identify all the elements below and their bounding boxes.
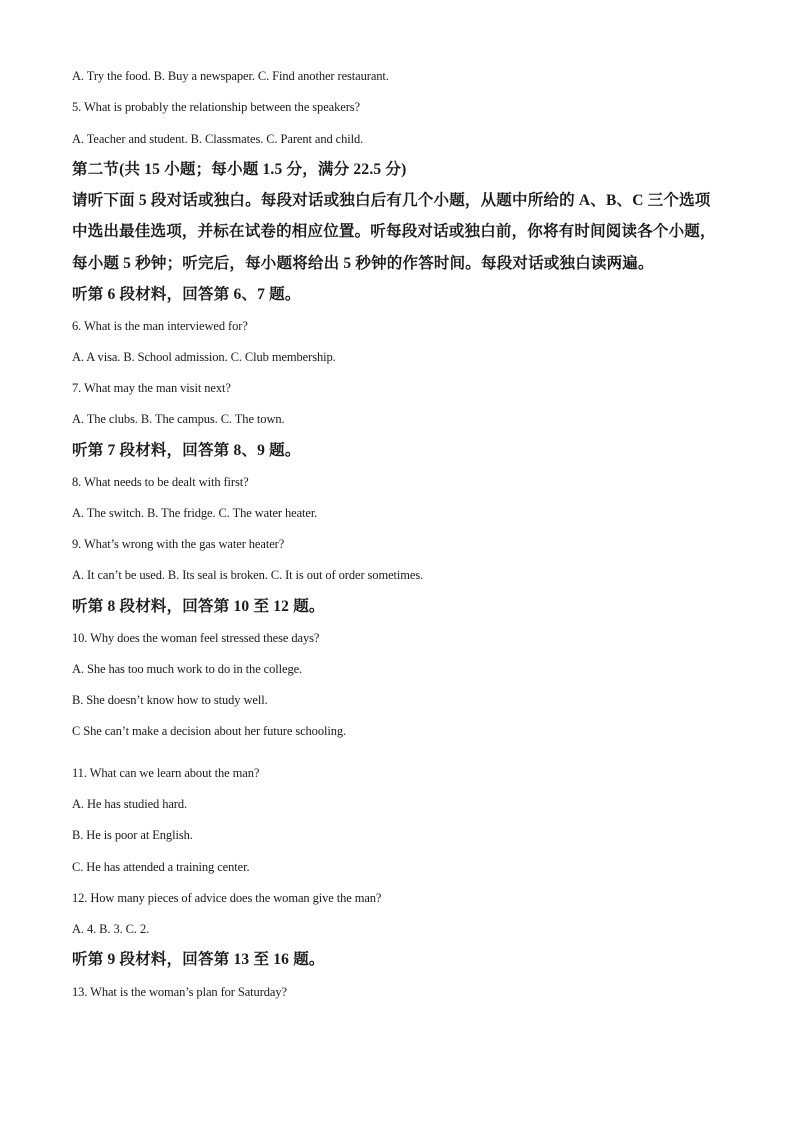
material-8-heading: 听第 8 段材料，回答第 10 至 12 题。 [72,598,325,615]
q8-options: A. The switch. B. The fridge. C. The water heater. [72,506,318,520]
q6-question: 6. What is the man interviewed for? [72,319,248,333]
q6-options: A. A visa. B. School admission. C. Club membership. [72,350,336,364]
q10-option-b: B. She doesn’t know how to study well. [72,693,268,707]
material-9-heading: 听第 9 段材料，回答第 13 至 16 题。 [72,951,325,968]
q7-options: A. The clubs. B. The campus. C. The town. [72,412,285,426]
q7-question: 7. What may the man visit next? [72,381,231,395]
q10-question: 10. Why does the woman feel stressed these days? [72,631,320,645]
material-6-heading: 听第 6 段材料，回答第 6、7 题。 [72,286,301,303]
q5-options: A. Teacher and student. B. Classmates. C. Parent and child. [72,132,364,146]
instructions-line-2: 中选出最佳选项，并标在试卷的相应位置。听每段对话或独白前，你将有时间阅读各个小题， [72,223,716,240]
q11-question: 11. What can we learn about the man? [72,766,260,780]
instructions-line-3: 每小题 5 秒钟；听完后，每小题将给出 5 秒钟的作答时间。每段对话或独白读两遍。 [72,255,654,272]
q10-option-a: A. She has too much work to do in the college. [72,662,303,676]
instructions-line-1: 请听下面 5 段对话或独白。每段对话或独白后有几个小题，从题中所给的 A、B、C 三个选项 [72,192,711,209]
q11-option-b: B. He is poor at English. [72,828,193,842]
q11-option-c: C. He has attended a training center. [72,860,250,874]
q13-question: 13. What is the woman’s plan for Saturday? [72,985,287,999]
q9-options: A. It can’t be used. B. Its seal is broken. C. It is out of order sometimes. [72,568,424,582]
q12-question: 12. How many pieces of advice does the woman give the man? [72,891,382,905]
q10-option-c: C She can’t make a decision about her future schooling. [72,724,347,738]
q9-question: 9. What’s wrong with the gas water heater? [72,537,285,551]
q8-question: 8. What needs to be dealt with first? [72,475,249,489]
q5-question: 5. What is probably the relationship between the speakers? [72,100,360,114]
section2-heading: 第二节(共 15 小题；每小题 1.5 分，满分 22.5 分) [72,161,407,178]
q12-options: A. 4. B. 3. C. 2. [72,922,150,936]
q11-option-a: A. He has studied hard. [72,797,188,811]
material-7-heading: 听第 7 段材料，回答第 8、9 题。 [72,442,301,459]
q4-options: A. Try the food. B. Buy a newspaper. C. Find another restaurant. [72,69,389,83]
